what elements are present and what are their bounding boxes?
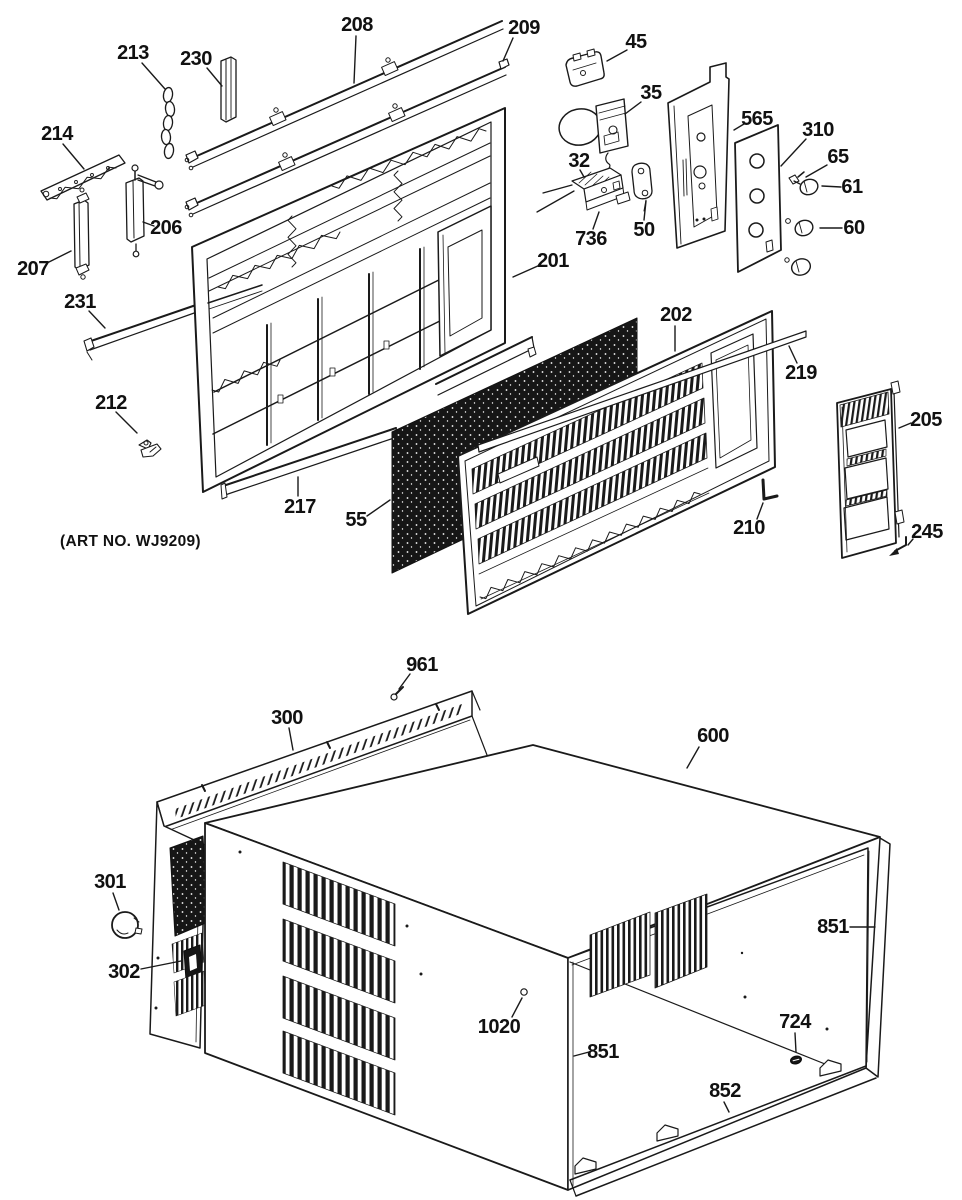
- channel-230: [221, 57, 236, 122]
- screw-hole-1020: [521, 989, 527, 995]
- leader-line-214: [63, 144, 84, 169]
- part-label-61: 61: [841, 176, 863, 198]
- part-label-208: 208: [341, 14, 373, 36]
- part-label-207: 207: [17, 258, 49, 280]
- part-label-60: 60: [843, 217, 865, 239]
- leader-line-207: [47, 251, 71, 263]
- part-label-600: 600: [697, 725, 729, 747]
- part-label-736: 736: [575, 228, 607, 250]
- leader-line-230: [207, 68, 222, 86]
- chain-strip-213: [161, 87, 175, 159]
- part-label-214: 214: [41, 123, 73, 145]
- leader-line-231: [89, 311, 105, 328]
- leader-line-50: [644, 201, 646, 220]
- part-label-32: 32: [568, 150, 590, 172]
- cabinet-600: [205, 745, 890, 1196]
- leader-line-45: [607, 50, 627, 61]
- leader-line-55: [367, 500, 390, 516]
- screw-961: [391, 687, 403, 700]
- leader-line-201: [513, 265, 540, 277]
- leader-line-724: [795, 1033, 796, 1052]
- part-label-205: 205: [910, 409, 942, 431]
- part-label-310: 310: [802, 119, 834, 141]
- part-label-851R: 851: [817, 916, 849, 938]
- window-mount-assembly: [41, 21, 906, 614]
- leader-line-736: [593, 212, 599, 229]
- bracket-50: [632, 163, 652, 211]
- part-label-201: 201: [537, 250, 569, 272]
- part-label-45: 45: [625, 31, 647, 53]
- switch-45: [566, 49, 604, 86]
- leader-line-310: [781, 139, 806, 166]
- part-label-302: 302: [108, 961, 140, 983]
- thermostat-35: [556, 99, 628, 174]
- part-label-230: 230: [180, 48, 212, 70]
- leader-line-208: [354, 36, 356, 83]
- leader-line-600: [687, 747, 699, 768]
- leader-line-65: [806, 165, 827, 177]
- toothed-strip-214: [41, 155, 125, 200]
- clamp-212: [139, 440, 161, 457]
- channel-207: [74, 188, 89, 279]
- part-label-301: 301: [94, 871, 126, 893]
- side-grille-205: [837, 381, 904, 558]
- leader-line-35: [625, 102, 641, 114]
- part-label-217: 217: [284, 496, 316, 518]
- right-trim-851: [866, 838, 890, 1077]
- part-label-231: 231: [64, 291, 96, 313]
- control-panel-565: [668, 63, 729, 248]
- mark-210: [763, 480, 777, 499]
- knob-301: [112, 912, 142, 938]
- part-label-219: 219: [785, 362, 817, 384]
- control-32: [537, 168, 630, 212]
- leader-line-61: [822, 186, 841, 187]
- leader-line-212: [116, 412, 137, 433]
- part-label-35: 35: [640, 82, 662, 104]
- part-label-961: 961: [406, 654, 438, 676]
- part-label-212: 212: [95, 392, 127, 414]
- part-label-1020: 1020: [477, 1016, 521, 1038]
- part-label-202: 202: [660, 304, 692, 326]
- leader-line-961: [399, 674, 410, 689]
- art-number: (ART NO. WJ9209): [60, 533, 201, 550]
- cabinet-assembly: [112, 687, 890, 1196]
- part-label-852: 852: [709, 1080, 741, 1102]
- part-label-55: 55: [345, 509, 367, 531]
- part-label-213: 213: [117, 42, 149, 64]
- part-label-206: 206: [150, 217, 182, 239]
- leader-line-300: [289, 728, 293, 750]
- part-label-209: 209: [508, 17, 540, 39]
- part-label-65: 65: [827, 146, 849, 168]
- part-label-50: 50: [633, 219, 655, 241]
- leader-line-301: [113, 893, 119, 910]
- part-label-300: 300: [271, 707, 303, 729]
- knob-spare: [785, 256, 813, 278]
- part-label-210: 210: [733, 517, 765, 539]
- rail-231: [84, 305, 197, 360]
- knob-60: [786, 218, 815, 238]
- part-label-565: 565: [741, 108, 773, 130]
- crank-bracket-206: [126, 165, 163, 257]
- leader-line-213: [142, 63, 165, 89]
- leader-line-209: [503, 38, 513, 61]
- faceplate-310: [735, 125, 781, 272]
- leader-line-219: [789, 346, 797, 363]
- part-label-724: 724: [779, 1011, 811, 1033]
- part-label-245: 245: [911, 521, 943, 543]
- part-label-851L: 851: [587, 1041, 619, 1063]
